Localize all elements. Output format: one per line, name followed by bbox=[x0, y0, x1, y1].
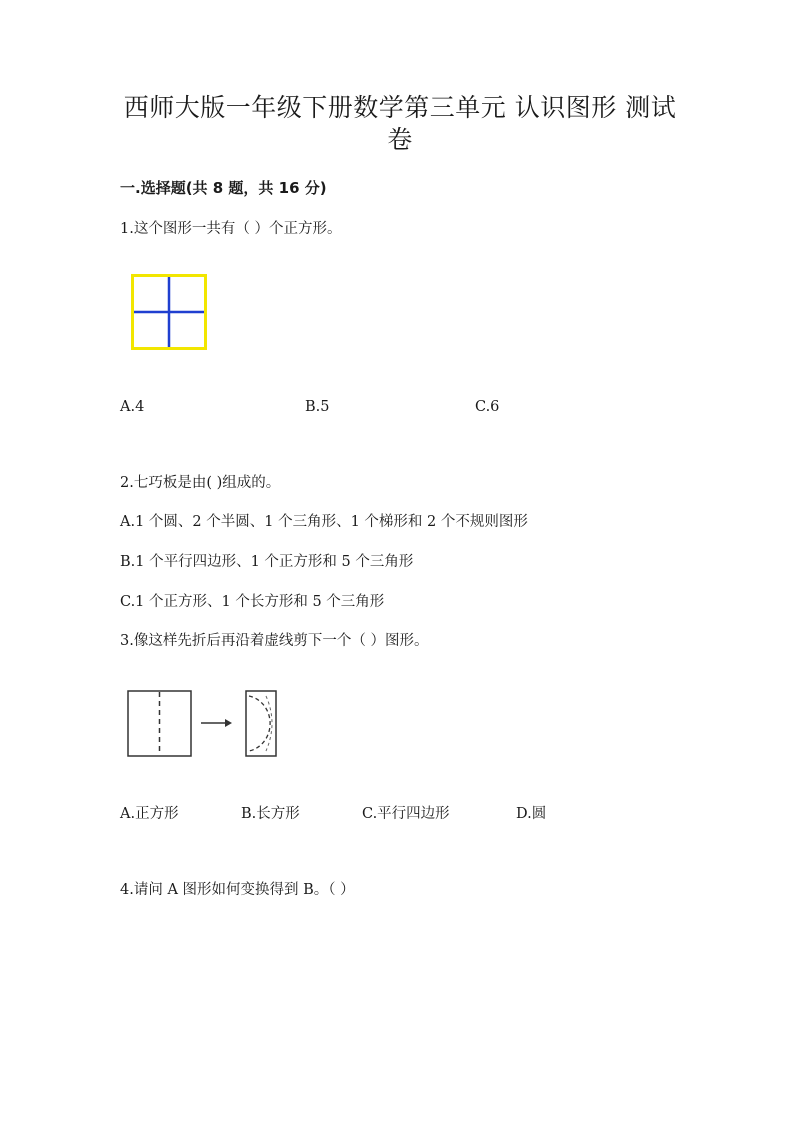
question-1-option-c[interactable]: C.6 bbox=[475, 399, 500, 415]
question-3-option-d[interactable]: D.圆 bbox=[516, 806, 547, 822]
question-2-stem: 2.七巧板是由( )组成的。 bbox=[120, 475, 281, 491]
question-3-stem: 3.像这样先折后再沿着虚线剪下一个（ ）图形。 bbox=[120, 633, 429, 649]
question-3-option-c[interactable]: C.平行四边形 bbox=[362, 806, 450, 822]
question-3-option-a[interactable]: A.正方形 bbox=[120, 806, 179, 822]
question-2-option-b[interactable]: B.1 个平行四边形、1 个正方形和 5 个三角形 bbox=[120, 554, 414, 570]
question-3-option-b[interactable]: B.长方形 bbox=[241, 806, 300, 822]
cut-guide-arc bbox=[266, 696, 272, 751]
title-line-1: 西师大版一年级下册数学第三单元 认识图形 测试 bbox=[123, 93, 677, 122]
question-1-option-a[interactable]: A.4 bbox=[120, 399, 145, 415]
title-line-2: 卷 bbox=[387, 125, 413, 154]
folded-paper bbox=[246, 691, 276, 756]
cut-dashed-arc bbox=[249, 696, 270, 751]
question-1-stem: 1.这个图形一共有（ ）个正方形。 bbox=[120, 221, 342, 237]
question-3-figure-fold-and-cut bbox=[125, 688, 280, 760]
section-heading-multiple-choice: 一.选择题(共 8 题，共 16 分) bbox=[120, 179, 327, 197]
question-2-option-c[interactable]: C.1 个正方形、1 个长方形和 5 个三角形 bbox=[120, 594, 385, 610]
question-2-option-a[interactable]: A.1 个圆、2 个半圆、1 个三角形、1 个梯形和 2 个不规则图形 bbox=[120, 514, 528, 530]
question-1-figure-square-grid bbox=[131, 274, 207, 350]
arrow-icon bbox=[225, 719, 232, 727]
question-4-stem: 4.请问 A 图形如何变换得到 B。（ ） bbox=[120, 882, 355, 898]
page-title bbox=[100, 92, 700, 156]
question-1-option-b[interactable]: B.5 bbox=[305, 399, 330, 415]
